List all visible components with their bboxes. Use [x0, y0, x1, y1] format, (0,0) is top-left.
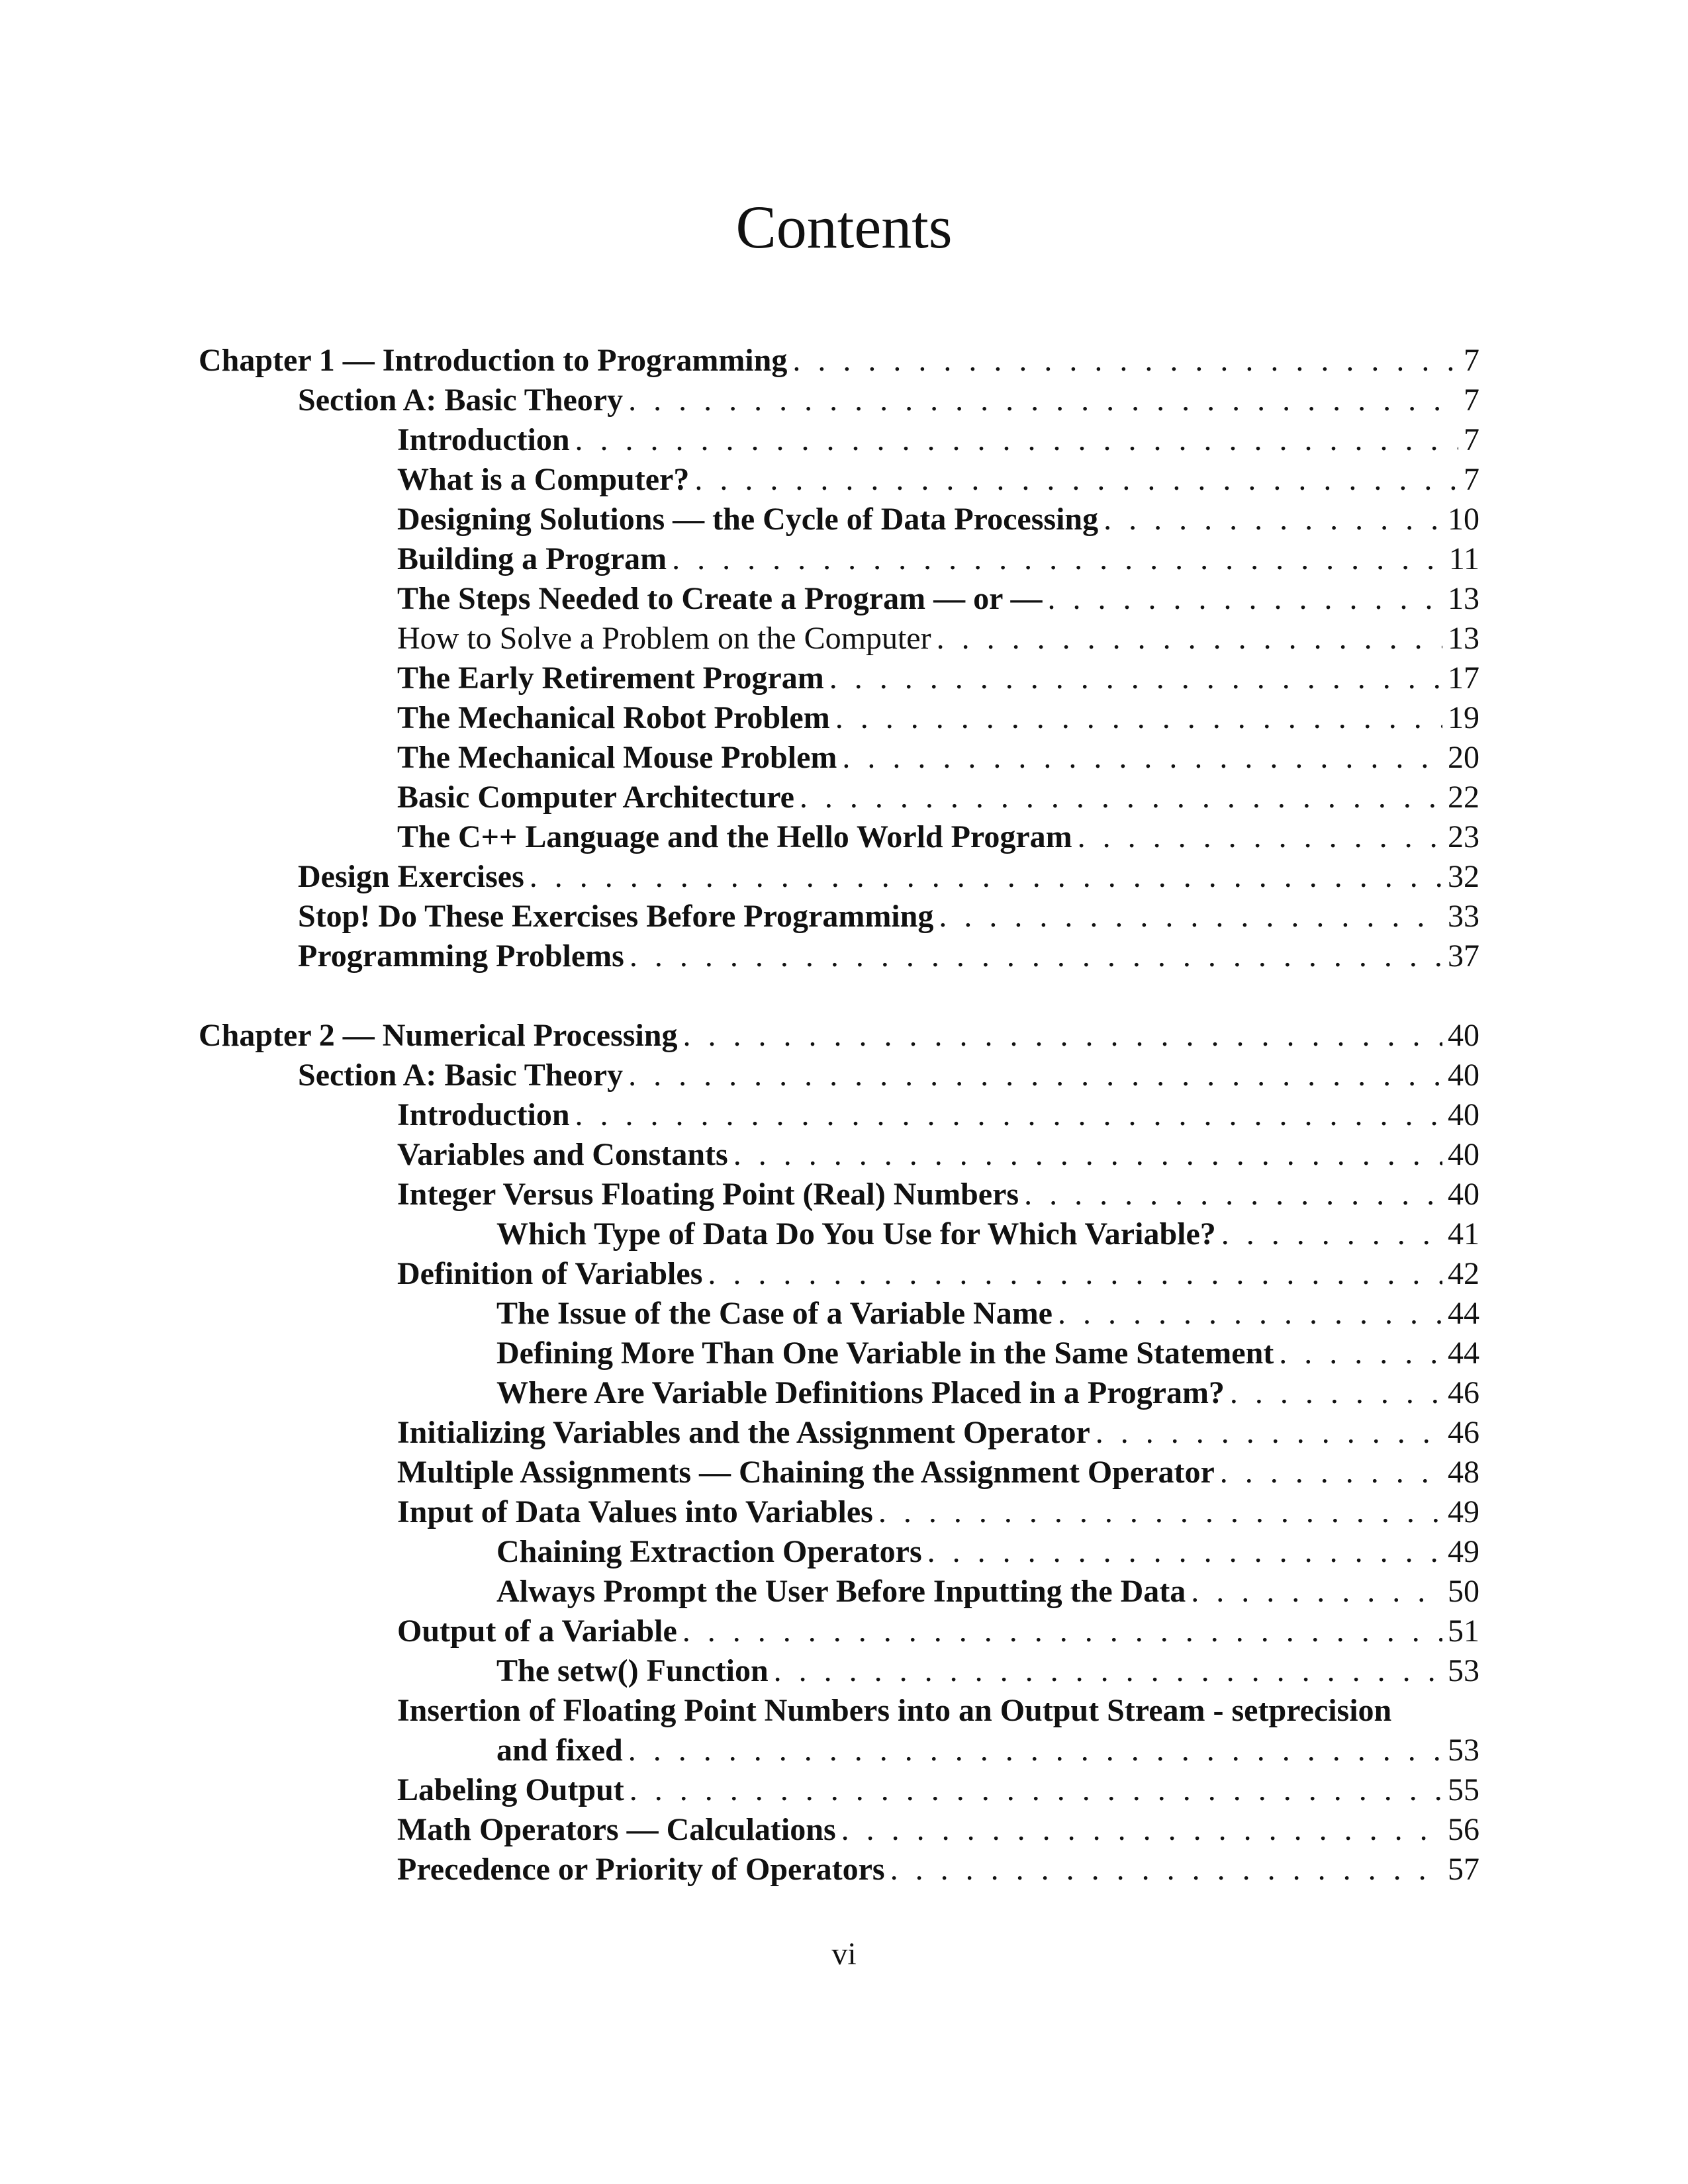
toc-entry-label: Labeling Output: [397, 1772, 624, 1807]
toc-entry-page: 49: [1448, 1534, 1479, 1569]
toc-entry-page: 57: [1448, 1852, 1479, 1887]
dot-leader: [1078, 817, 1442, 857]
dot-leader: [630, 1770, 1442, 1810]
toc-entry-page: 7: [1464, 422, 1479, 457]
toc-section-entry[interactable]: [199, 857, 1479, 897]
toc-entry-page: 44: [1448, 1296, 1479, 1331]
dot-leader: [841, 1810, 1442, 1850]
toc-entry-page: 33: [1448, 899, 1479, 934]
toc-entry-label: Introduction: [397, 1097, 570, 1132]
dot-leader: [672, 539, 1444, 579]
dot-leader: [1221, 1214, 1442, 1254]
dot-leader: [829, 659, 1442, 698]
toc-entry[interactable]: [199, 1135, 1479, 1175]
toc-entry-page: 32: [1448, 859, 1479, 894]
toc-entry-label: Programming Problems: [298, 938, 624, 974]
dot-leader: [1230, 1373, 1442, 1413]
toc-entry-label: The setw() Function: [496, 1653, 769, 1688]
toc-section-entry[interactable]: [199, 936, 1479, 976]
toc-entry-label: Section A: Basic Theory: [298, 383, 624, 418]
toc-entry-label: Design Exercises: [298, 859, 524, 894]
dot-leader: [628, 381, 1458, 420]
toc-entry-page: 7: [1464, 343, 1479, 378]
dot-leader: [1024, 1175, 1442, 1214]
toc-entry-label: The Mechanical Mouse Problem: [397, 740, 837, 775]
toc-entry-label: Math Operators — Calculations: [397, 1812, 836, 1847]
dot-leader: [937, 619, 1442, 659]
dot-leader: [682, 1016, 1442, 1056]
dot-leader: [1048, 579, 1442, 619]
dot-leader: [1191, 1572, 1442, 1612]
dot-leader: [792, 341, 1458, 381]
toc-entry[interactable]: [199, 1651, 1479, 1691]
toc-entry-page: 40: [1448, 1137, 1479, 1172]
page-title: Contents: [735, 193, 953, 261]
toc-entry-page: 20: [1448, 740, 1479, 775]
toc-entry[interactable]: [199, 1612, 1479, 1651]
dot-leader: [1220, 1453, 1442, 1492]
toc-entry-page: 11: [1448, 541, 1479, 576]
toc-entry-label: Input of Data Values into Variables: [397, 1494, 873, 1529]
dot-leader: [890, 1850, 1442, 1889]
toc-entry-label: The Early Retirement Program: [397, 660, 824, 696]
toc-entry-page: 23: [1448, 819, 1479, 854]
toc-entry-label: The Issue of the Case of a Variable Name: [496, 1296, 1053, 1331]
toc-entry-label: Stop! Do These Exercises Before Programming: [298, 899, 934, 934]
toc-entry[interactable]: [199, 1254, 1479, 1294]
toc-entry-page: 41: [1448, 1216, 1479, 1251]
table-of-contents: [199, 341, 1479, 1889]
toc-entry-label: Introduction: [397, 422, 570, 457]
dot-leader: [939, 897, 1442, 936]
dot-leader: [774, 1651, 1442, 1691]
toc-entry-page: 49: [1448, 1494, 1479, 1529]
toc-entry-page: 53: [1448, 1653, 1479, 1688]
dot-leader: [630, 936, 1442, 976]
toc-entry[interactable]: [199, 738, 1479, 778]
toc-entry-label: Always Prompt the User Before Inputting the Data: [496, 1574, 1186, 1609]
dot-leader: [530, 857, 1442, 897]
toc-entry-label: The C++ Language and the Hello World Program: [397, 819, 1072, 854]
toc-entry-label: Definition of Variables: [397, 1256, 703, 1291]
toc-entry-label: The Mechanical Robot Problem: [397, 700, 830, 735]
toc-section-entry[interactable]: [199, 897, 1479, 936]
toc-entry-page: 40: [1448, 1097, 1479, 1132]
toc-entry[interactable]: [199, 1453, 1479, 1492]
toc-entry[interactable]: [199, 659, 1479, 698]
toc-section-entry[interactable]: [199, 1056, 1479, 1095]
dot-leader: [1058, 1294, 1442, 1334]
toc-entry-label: Section A: Basic Theory: [298, 1058, 624, 1093]
toc-entry-page: 7: [1464, 383, 1479, 418]
toc-entry-page: 46: [1448, 1415, 1479, 1450]
toc-entry[interactable]: [199, 1810, 1479, 1850]
chapter-spacer: [199, 976, 1479, 1016]
toc-section-entry[interactable]: [199, 381, 1479, 420]
toc-entry[interactable]: [199, 500, 1479, 539]
toc-entry[interactable]: [199, 1175, 1479, 1214]
toc-entry[interactable]: [199, 1373, 1479, 1413]
toc-entry[interactable]: [199, 1691, 1479, 1770]
toc-entry[interactable]: [199, 1492, 1479, 1532]
toc-entry-label: Building a Program: [397, 541, 667, 576]
toc-entry-label: Output of a Variable: [397, 1614, 677, 1649]
toc-entry-label: Designing Solutions — the Cycle of Data Processing: [397, 502, 1099, 537]
toc-entry[interactable]: [199, 1294, 1479, 1334]
toc-entry-page: 10: [1448, 502, 1479, 537]
dot-leader: [682, 1612, 1442, 1651]
dot-leader: [878, 1492, 1442, 1532]
dot-leader: [842, 738, 1442, 778]
toc-entry[interactable]: [199, 778, 1479, 817]
toc-entry-first-line: [397, 1691, 1479, 1731]
toc-entry-label: Where Are Variable Definitions Placed in a Program?: [496, 1375, 1225, 1410]
dot-leader: [628, 1056, 1442, 1095]
dot-leader: [575, 1095, 1442, 1135]
toc-entry-page: 40: [1448, 1058, 1479, 1093]
toc-entry-label: Chaining Extraction Operators: [496, 1534, 922, 1569]
toc-entry-label: Which Type of Data Do You Use for Which Variable?: [496, 1216, 1216, 1251]
toc-entry[interactable]: [199, 1413, 1479, 1453]
toc-entry-label: Chapter 1 — Introduction to Programming: [199, 343, 788, 378]
toc-entry[interactable]: [199, 579, 1479, 619]
dot-leader: [1096, 1413, 1442, 1453]
toc-entry-page: 55: [1448, 1772, 1479, 1807]
toc-entry-page: 46: [1448, 1375, 1479, 1410]
dot-leader: [708, 1254, 1442, 1294]
dot-leader: [694, 460, 1458, 500]
toc-entry-continuation-line: [397, 1731, 1479, 1770]
dot-leader: [835, 698, 1442, 738]
toc-entry-page: 19: [1448, 700, 1479, 735]
toc-entry-label: The Steps Needed to Create a Program — or —: [397, 581, 1043, 616]
toc-entry[interactable]: [199, 1770, 1479, 1810]
toc-entry-page: 44: [1448, 1336, 1479, 1371]
dot-leader: [800, 778, 1442, 817]
toc-entry-label: How to Solve a Problem on the Computer: [397, 621, 931, 656]
toc-entry-page: 40: [1448, 1018, 1479, 1053]
dot-leader: [1103, 500, 1442, 539]
toc-entry[interactable]: [199, 420, 1479, 460]
toc-entry-page: 51: [1448, 1614, 1479, 1649]
dot-leader: [927, 1532, 1442, 1572]
toc-entry-page: 53: [1448, 1733, 1479, 1768]
toc-entry-page: 7: [1464, 462, 1479, 497]
dot-leader: [1279, 1334, 1442, 1373]
toc-entry[interactable]: [199, 539, 1479, 579]
toc-entry[interactable]: [199, 1572, 1479, 1612]
toc-chapter-entry[interactable]: [199, 1016, 1479, 1056]
toc-entry-label: Insertion of Floating Point Numbers into an Output Stream - setprecision: [397, 1693, 1392, 1728]
toc-entry-label: Basic Computer Architecture: [397, 780, 794, 815]
dot-leader: [733, 1135, 1442, 1175]
toc-entry[interactable]: [199, 1214, 1479, 1254]
toc-entry-page: 42: [1448, 1256, 1479, 1291]
toc-entry-page: 13: [1448, 621, 1479, 656]
toc-entry-label: Defining More Than One Variable in the Same Statement: [496, 1336, 1274, 1371]
toc-entry-continuation: and fixed: [496, 1733, 623, 1768]
toc-entry-label: Precedence or Priority of Operators: [397, 1852, 885, 1887]
toc-entry-page: 22: [1448, 780, 1479, 815]
toc-entry-page: 13: [1448, 581, 1479, 616]
toc-entry[interactable]: [199, 817, 1479, 857]
toc-chapter-entry[interactable]: [199, 341, 1479, 381]
toc-entry[interactable]: [199, 698, 1479, 738]
toc-entry-label: What is a Computer?: [397, 462, 690, 497]
toc-entry[interactable]: [199, 1850, 1479, 1889]
toc-entry-page: 56: [1448, 1812, 1479, 1847]
toc-entry-label: Chapter 2 — Numerical Processing: [199, 1018, 678, 1053]
toc-entry-page: 40: [1448, 1177, 1479, 1212]
toc-entry[interactable]: [199, 460, 1479, 500]
toc-entry-label: Multiple Assignments — Chaining the Assignment Operator: [397, 1455, 1215, 1490]
page-number: vi: [831, 1936, 857, 1972]
toc-entry[interactable]: [199, 619, 1479, 659]
dot-leader: [575, 420, 1458, 460]
toc-entry-label: Integer Versus Floating Point (Real) Numbers: [397, 1177, 1019, 1212]
toc-entry-label: Initializing Variables and the Assignment Operator: [397, 1415, 1090, 1450]
toc-entry-page: 48: [1448, 1455, 1479, 1490]
toc-entry-page: 17: [1448, 660, 1479, 696]
toc-entry-page: 37: [1448, 938, 1479, 974]
toc-entry[interactable]: [199, 1532, 1479, 1572]
toc-entry-label: Variables and Constants: [397, 1137, 728, 1172]
toc-entry[interactable]: [199, 1095, 1479, 1135]
toc-entry-page: 50: [1448, 1574, 1479, 1609]
dot-leader: [628, 1731, 1442, 1770]
toc-entry[interactable]: [199, 1334, 1479, 1373]
